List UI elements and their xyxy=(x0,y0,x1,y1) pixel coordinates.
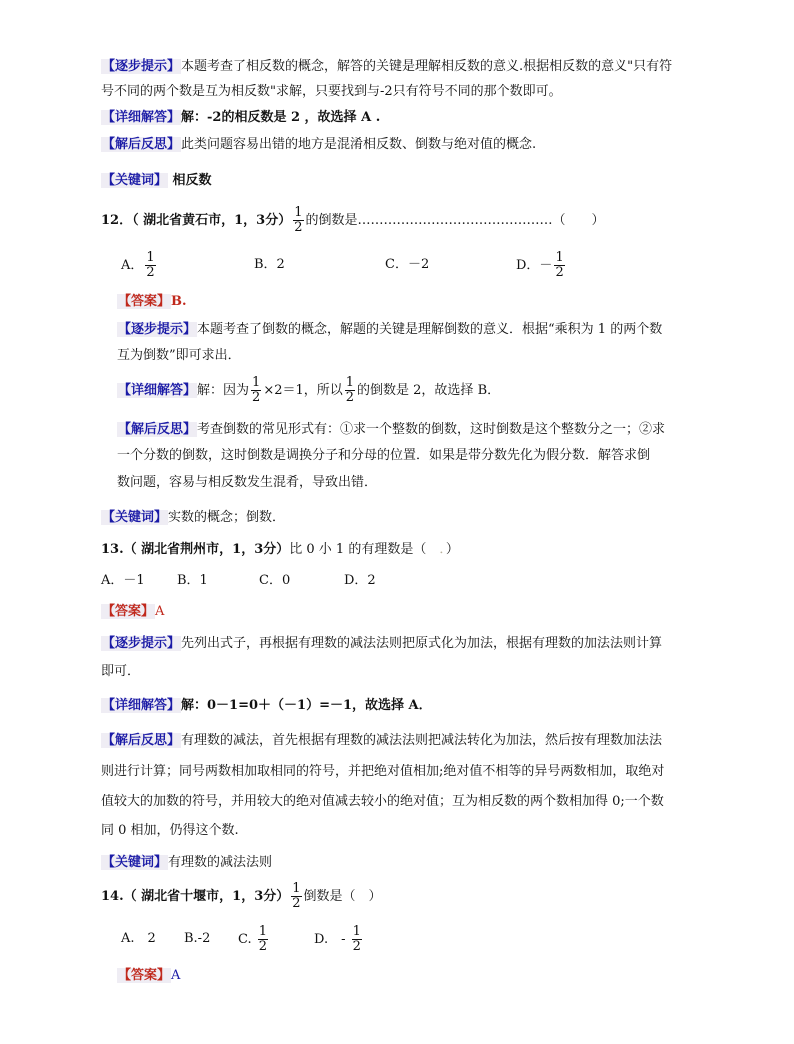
q12-hint-line1: 【逐步提示】本题考查了倒数的概念，解题的关键是理解倒数的意义．根据“乘积为 1 的两个数 xyxy=(118,322,663,337)
q14-option-d: D. - $\frac{1}{2}$ xyxy=(314,924,361,954)
q12-option-b: B．2 xyxy=(254,257,285,272)
q11-keyword: 【关键词】 相反数 xyxy=(102,173,212,188)
q11-hint-line1: 【逐步提示】本题考查了相反数的概念，解答的关键是理解相反数的意义.根据相反数的意义"只有符 xyxy=(102,59,673,74)
q12-reflect-line2: 一个分数的倒数，这时倒数是调换分子和分母的位置．如果是带分数先化为假分数．解答求倒 xyxy=(117,448,651,463)
q13-question: 13.（ 湖北省荆州市，1，3分）比 0 小 1 的有理数是（ ．） xyxy=(101,542,459,557)
q12-option-a: A． $\frac{1}{2}$ xyxy=(121,250,155,280)
q12-keyword: 【关键词】实数的概念；倒数． xyxy=(102,510,286,525)
q13-option-b: B．1 xyxy=(177,573,208,588)
q12-fraction: $\frac{1}{2}$ xyxy=(294,205,303,235)
q11-detail: 【详细解答】解：-2的相反数是 2 ，故选择 A . xyxy=(102,110,381,125)
q12-option-c: C．－2 xyxy=(385,257,430,272)
q13-option-c: C．0 xyxy=(259,573,291,588)
q12-hint-line2: 互为倒数”即可求出． xyxy=(117,348,241,363)
q12-detail: 【详细解答】解：因为 $\frac{1}{2}$ ×2＝1，所以 $\frac{1}{2}$ 的倒数是 2，故选择 B． xyxy=(118,375,501,405)
q14-option-c: C. $\frac{1}{2}$ xyxy=(238,924,268,954)
q14-question: 14.（ 湖北省十堰市，1，3分） $\frac{1}{2}$ 倒数是（ ） xyxy=(101,881,382,911)
q13-hint-line1: 【逐步提示】先列出式子，再根据有理数的减法法则把原式化为加法，根据有理数的加法法则计算 xyxy=(102,636,663,651)
detail-label: 【详细解答】 xyxy=(102,110,181,125)
q14-answer: 【答案】A xyxy=(118,968,181,983)
q13-hint-line2: 即可． xyxy=(101,664,141,679)
q12-source: （ 湖北省黄石市，1，3分） xyxy=(132,213,292,228)
q12-reflect-line3: 数问题，容易与相反数发生混肴，导致出错． xyxy=(117,475,378,490)
q11-reflect: 【解后反思】此类问题容易出错的地方是混淆相反数、倒数与绝对值的概念. xyxy=(102,137,537,152)
answer-label: 【答案】 xyxy=(118,294,171,309)
reflect-label: 【解后反思】 xyxy=(102,137,181,152)
q11-hint-line2: 号不同的两个数是互为相反数"求解，只要找到与-2只有符号不同的那个数即可。 xyxy=(101,84,562,99)
q12-question: 12．（ 湖北省黄石市，1，3分） $\frac{1}{2}$ 的倒数是………………………………………（ ） xyxy=(101,205,605,235)
q12-number: 12． xyxy=(101,213,133,228)
q13-reflect-line1: 【解后反思】有理数的减法，首先根据有理数的减法法则把减法转化为加法，然后按有理数加法法 xyxy=(102,733,663,748)
q13-reflect-line4: 同 0 相加，仍得这个数. xyxy=(101,823,239,838)
q13-option-d: D．2 xyxy=(344,573,376,588)
q13-reflect-line3: 值较大的加数的符号，并用较大的绝对值减去较小的绝对值；互为相反数的两个数相加得 0;一个数 xyxy=(101,794,664,809)
q13-keyword: 【关键词】有理数的减法法则 xyxy=(102,855,273,870)
q13-option-a: A．－1 xyxy=(101,573,145,588)
q12-reflect-line1: 【解后反思】考查倒数的常见形式有：①求一个整数的倒数，这时倒数是这个整数分之一；②求 xyxy=(118,422,666,437)
q14-option-b: B.-2 xyxy=(184,931,211,946)
keyword-label: 【关键词】 xyxy=(102,173,168,188)
q13-reflect-line2: 则进行计算；同号两数相加取相同的符号，并把绝对值相加;绝对值不相等的异号两数相加，取绝对 xyxy=(101,764,665,779)
q14-option-a: A. 2 xyxy=(121,931,156,946)
q13-detail: 【详细解答】解：0－1=0＋（－1）=－1，故选择 A． xyxy=(102,698,432,713)
q13-answer: 【答案】A xyxy=(102,604,165,619)
q12-option-d: D．－ $\frac{1}{2}$ xyxy=(516,250,564,280)
q12-answer: 【答案】B. xyxy=(118,294,187,309)
hint-label: 【逐步提示】 xyxy=(102,59,181,74)
